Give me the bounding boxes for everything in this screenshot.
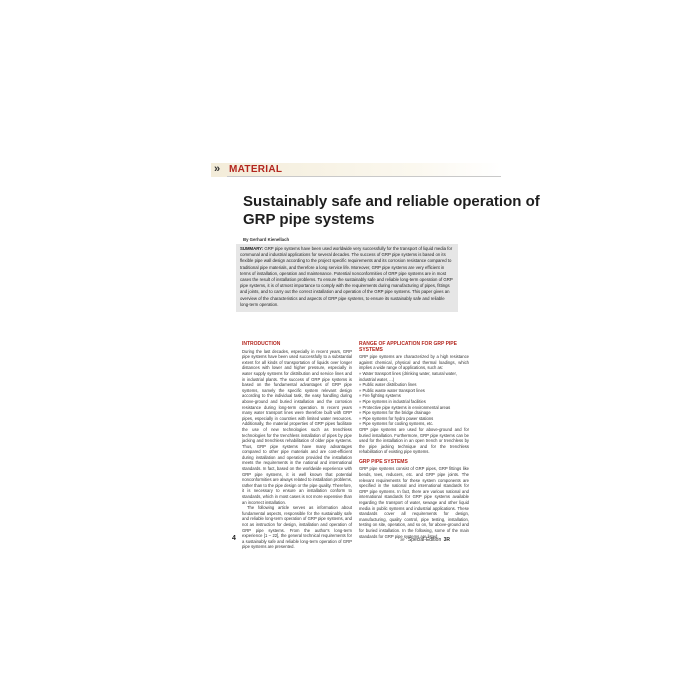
list-item: » Water transport lines (drinking water, natural water, industrial water, ...) <box>359 370 457 382</box>
brand-logo: 3R <box>400 538 405 542</box>
grp-paragraph: GRP pipe systems consist of GRP pipes, GRP fittings like bends, tees, reducers, etc. and GRP pipe joints. The relevant requirements for these system components are specified in the national and international standards for GRP pipe systems. In fact, there are various national and international standards for GRP pipe systems available regarding the transport of water, sewage and other liquid media in public systems and industrial applications. These standards cover all requirements for design, manufacturing, quality control, pipe testing, installation, testing on site, operation, and so on, for above-ground and for buried installation. In the following, some of the main standards for GRP pipe systems are listed. <box>359 466 469 539</box>
range-intro: GRP pipe systems are characterized by a high resistance against chemical, physical and thermal loadings, which implies a wide range of applications, such as: <box>359 354 469 371</box>
introduction-heading: INTRODUCTION <box>242 341 281 347</box>
edition-mark: 3R <box>443 537 451 543</box>
page-number: 4 <box>232 535 236 542</box>
range-list <box>359 371 469 427</box>
grp-heading: GRP PIPE SYSTEMS <box>359 458 408 465</box>
author-line: By Gerhard Kienellach <box>243 237 290 242</box>
article-title: Sustainably safe and reliable operation of GRP pipe systems <box>243 193 540 228</box>
list-item: » Public waste water transport lines <box>359 387 425 393</box>
section-label: MATERIAL <box>229 164 283 175</box>
list-item: » Pipe systems for hydro power stations <box>359 415 434 421</box>
list-item: » Pipe systems for the bridge drainage <box>359 410 431 416</box>
list-item: » Pipe systems in industrial facilities <box>359 398 426 404</box>
introduction-paragraph-2: The following article serves as information about fundamental aspects, responsible for the sustainably safe and reliable long-term operation of GRP pipe systems, and not as instruction for design, installation and operation of GRP pipe systems. From the author's long-term experience [1 – 22], the general technical requirements for a sustainably safe and reliable long-term operation of GRP pipe systems are presented. <box>242 505 352 550</box>
summary-paragraph <box>240 246 454 308</box>
list-item: » Pipe systems for cooling systems, etc. <box>359 421 434 427</box>
list-item: » Protective pipe systems in environmental areas <box>359 404 451 410</box>
summary-lead: SUMMARY: <box>240 246 264 251</box>
footer <box>400 537 450 543</box>
range-heading: RANGE OF APPLICATION FOR GRP PIPE SYSTEMS <box>359 341 457 353</box>
chevron-right-icon: » <box>214 163 221 175</box>
right-column <box>359 342 469 539</box>
section-tag <box>211 163 501 177</box>
list-item: » Fire fighting systems <box>359 393 401 399</box>
summary-box <box>236 244 458 312</box>
introduction-paragraph-1: During the last decades, especially in recent years, GRP pipe systems have been used successfully to a substantial extent for all kinds of transportation of liquids over longer distances with lower and higher pressure, especially in water supply systems for distribution and service lines and in industrial plants. The success of GRP pipe systems is based on the fundamental advantages of GRP pipe systems, namely the specific system relevant design according to the individual task, the easy handling during above-ground and buried installation and the corrosion resistance during long-term operation. In recent years many water transport lines were therefore built with GRP pipes, especially in countries with limited water resources. Additionally, the material properties of GRP pipes facilitate the use of new technologies such as trenchless technologies for the trenchless installation of pipes by pipe jacking and trenchless rehabilitation of older pipe systems. Thus, GRP pipe systems have many advantages compared to other pipe materials and are cost-efficient during installation and operation provided the installation meets the requirements in the national and international standards. In fact, based on the worldwide experience with GRP pipe systems, it is well known that potential nonconformities are always related to installation problems, rather than to the pipe design or the pipe quality. Therefore, it is necessary to ensure an installation conform to standards, which in most cases is not more expensive than an incorrect installation. <box>242 348 352 505</box>
summary-text: GRP pipe systems have been used worldwide very successfully for the transport of liquid media for communal and industrial applications for several decades. The success of GRP pipe systems is based on its flexible pipe wall design according to the project specific requirements and its corrosion resistance compared to traditional pipe materials, and therefore a long service life. Moreover, GRP pipe systems are very efficient in terms of installation, operation and maintenance. Potential nonconformities of GRP pipe systems are in most cases the result of installation problems. To ensure the sustainably safe and reliable long-term operation of GRP pipe systems, it is of utmost importance to comply with the requirements during manufacturing of pipes, fittings and joints, and to carry out the correct installation and operation of the GRP pipe systems. This paper gives an overview of the characteristics and aspects of GRP pipe systems, to ensure its sustainably safe and reliable long-term operation. <box>240 246 453 307</box>
left-column <box>242 342 352 550</box>
section-rule <box>227 176 501 177</box>
range-outro: GRP pipe systems are used for above-ground and for buried installation. Furthermore, GRP pipe systems can be used for the installation in an open trench or trenchless by the pipe jacking technique and for the trenchless rehabilitation of existing pipe systems. <box>359 426 469 455</box>
list-item: » Public water distribution lines <box>359 382 417 388</box>
edition-label: Special-Edition <box>407 537 442 543</box>
